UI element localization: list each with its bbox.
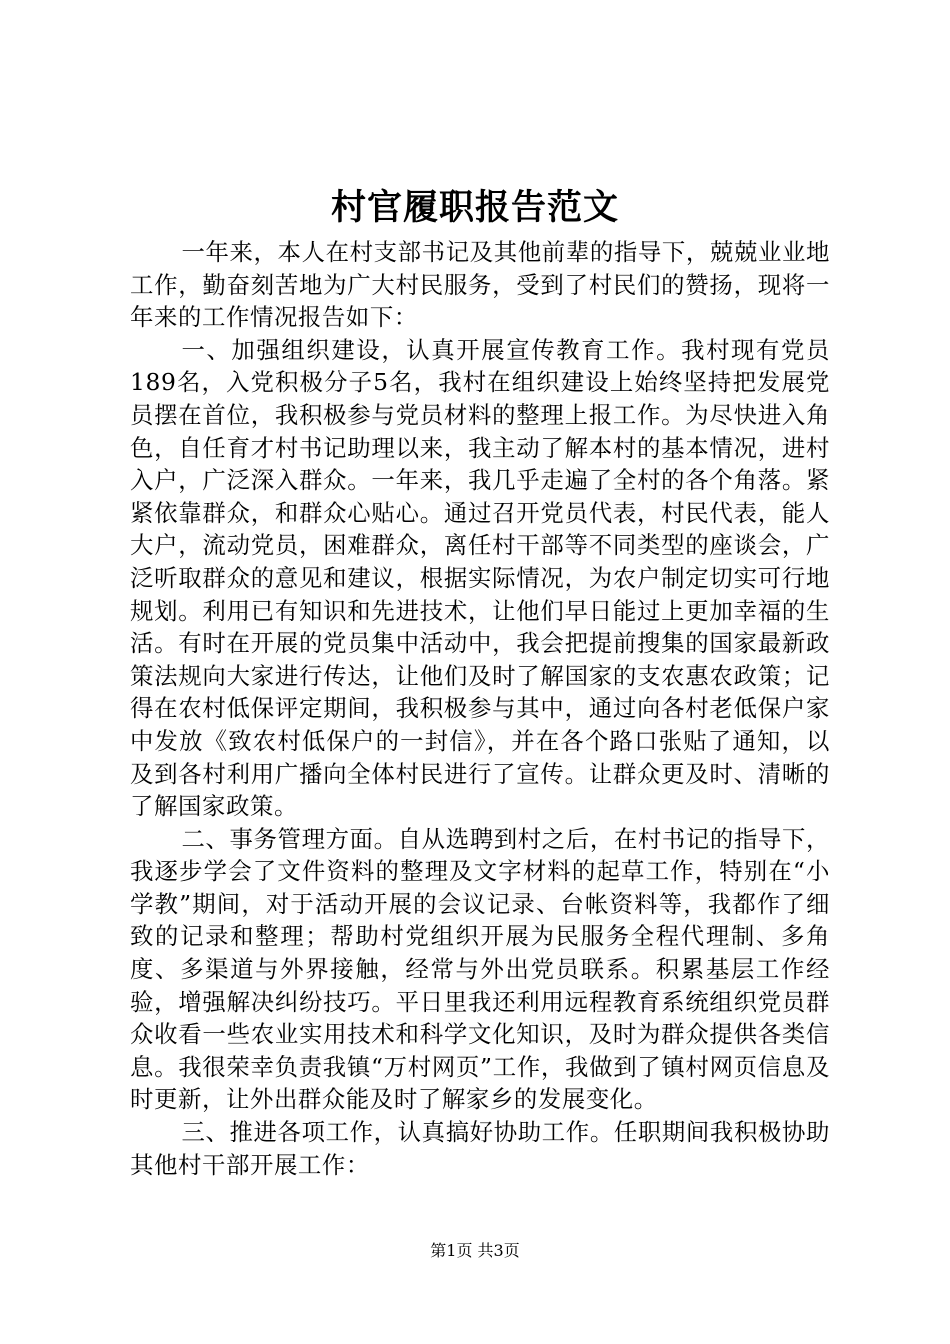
paragraph-intro: 一年来，本人在村支部书记及其他前辈的指导下，兢兢业业地工作，勤奋刻苦地为广大村民服务，受到了村民们的赞扬，现将一年来的工作情况报告如下： bbox=[130, 238, 830, 332]
paragraph-section-1: 一、加强组织建设，认真开展宣传教育工作。我村现有党员189名，入党积极分子5名，我村在组织建设上始终坚持把发展党员摆在首位，我积极参与党员材料的整理上报工作。为尽快进入角色，自任育才村书记助理以来，我主动了解本村的基本情况，进村入户，广泛深入群众。一年来，我几乎走遍了全村的各个角落。紧紧依靠群众，和群众心贴心。通过召开党员代表，村民代表，能人大户，流动党员，困难群众，离任村干部等不同类型的座谈会，广泛听取群众的意见和建议，根据实际情况，为农户制定切实可行地规划。利用已有知识和先进技术，让他们早日能过上更加幸福的生活。有时在开展的党员集中活动中，我会把提前搜集的国家最新政策法规向大家进行传达，让他们及时了解国家的支农惠农政策；记得在农村低保评定期间，我积极参与其中，通过向各村老低保户家中发放《致农村低保户的一封信》，并在各个路口张贴了通知，以及到各村利用广播向全体村民进行了宣传。让群众更及时、清晰的了解国家政策。 bbox=[130, 335, 830, 821]
paragraph-section-3: 三、推进各项工作，认真搞好协助工作。任职期间我积极协助其他村干部开展工作： bbox=[130, 1118, 830, 1179]
page-number-footer: 第1页 共3页 bbox=[430, 1241, 520, 1260]
document-title: 村官履职报告范文 bbox=[330, 187, 619, 228]
paragraph-section-2: 二、事务管理方面。自从选聘到村之后，在村书记的指导下，我逐步学会了文件资料的整理及文字材料的起草工作，特别在“小学教”期间，对于活动开展的会议记录、台帐资料等，我都作了细致的记录和整理；帮助村党组织开展为民服务全程代理制、多角度、多渠道与外界接触，经常与外出党员联系。积累基层工作经验，增强解决纠纷技巧。平日里我还利用远程教育系统组织党员群众收看一些农业实用技术和科学文化知识，及时为群众提供各类信息。我很荣幸负责我镇“万村网页”工作，我做到了镇村网页信息及时更新，让外出群众能及时了解家乡的发展变化。 bbox=[130, 824, 830, 1114]
document-body bbox=[130, 236, 830, 1181]
